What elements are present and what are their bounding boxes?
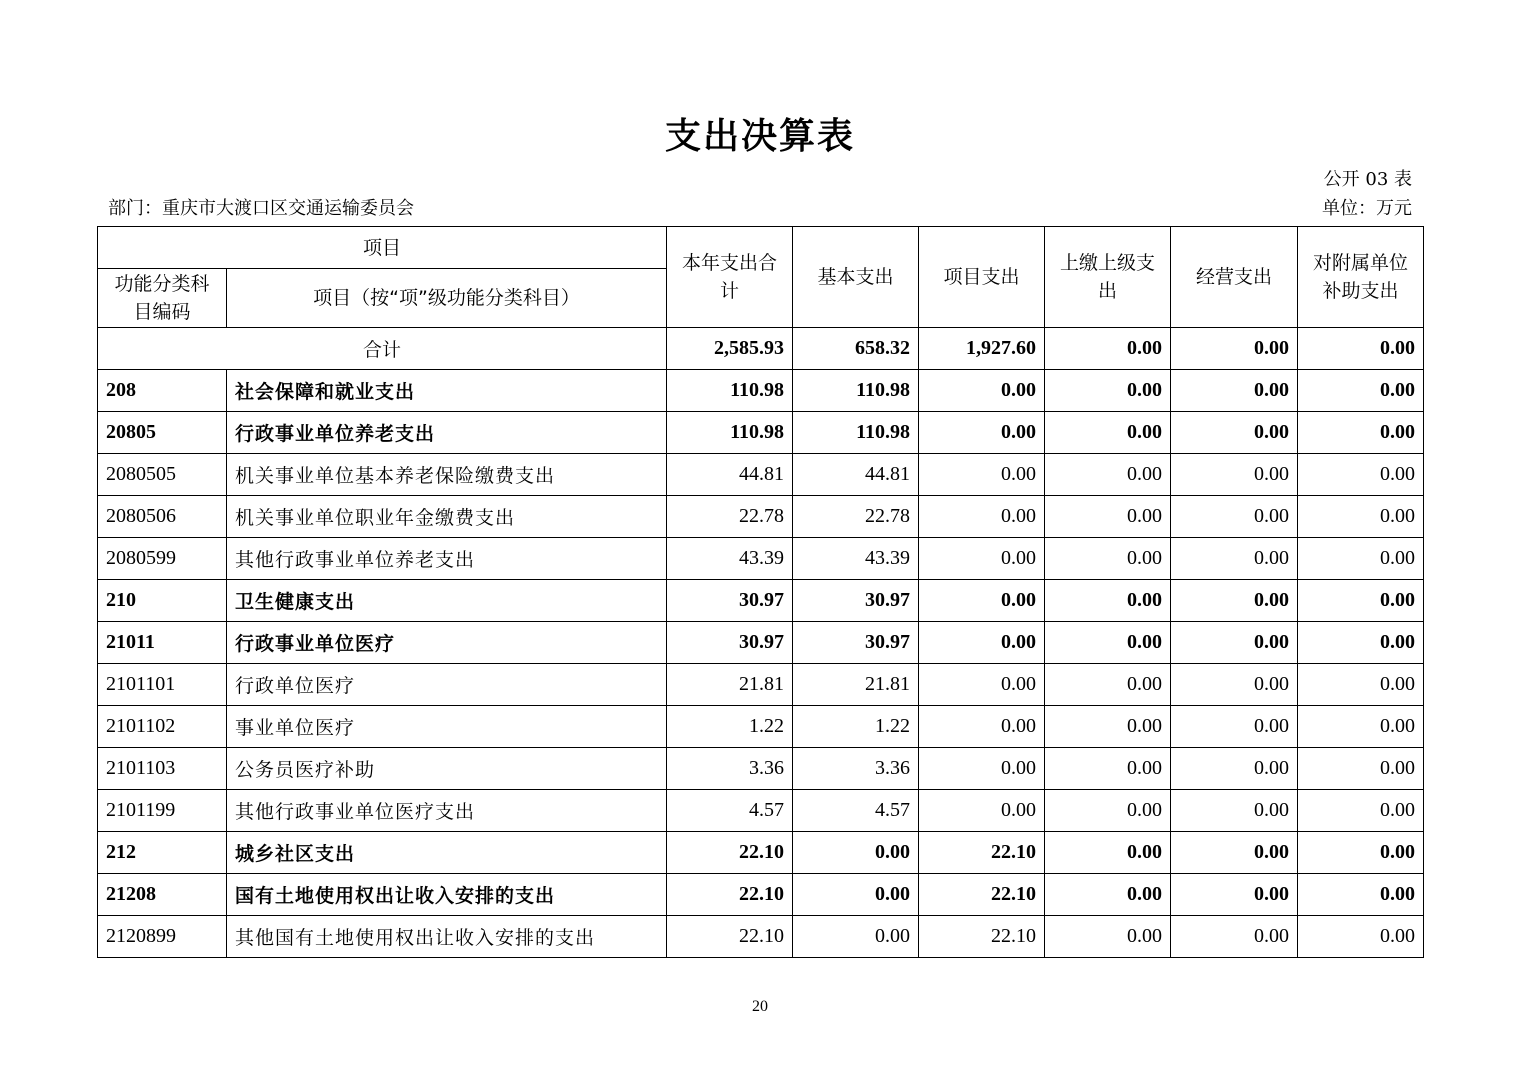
table-row	[98, 370, 1424, 412]
code-cell: 2101103	[98, 748, 227, 790]
basic-cell: 3.36	[793, 748, 919, 790]
table-row	[98, 538, 1424, 580]
table-row	[98, 622, 1424, 664]
code-cell: 208	[98, 370, 227, 412]
total-label: 合计	[98, 328, 667, 370]
subsidy-cell: 0.00	[1298, 748, 1424, 790]
subsidy-cell: 0.00	[1298, 664, 1424, 706]
project-cell: 1,927.60	[919, 328, 1045, 370]
total-cell: 22.10	[667, 916, 793, 958]
total-cell: 110.98	[667, 412, 793, 454]
code-cell: 2101102	[98, 706, 227, 748]
upper-cell: 0.00	[1045, 580, 1171, 622]
business-cell: 0.00	[1171, 874, 1298, 916]
basic-cell: 110.98	[793, 412, 919, 454]
project-cell: 0.00	[919, 664, 1045, 706]
code-cell: 2120899	[98, 916, 227, 958]
total-row	[98, 328, 1424, 370]
basic-cell: 21.81	[793, 664, 919, 706]
code-cell: 2080506	[98, 496, 227, 538]
project-cell: 22.10	[919, 916, 1045, 958]
basic-cell: 30.97	[793, 580, 919, 622]
basic-cell: 0.00	[793, 832, 919, 874]
code-cell: 212	[98, 832, 227, 874]
name-cell: 事业单位医疗	[227, 706, 667, 748]
form-number: 公开 03 表	[1323, 169, 1412, 190]
subsidy-cell: 0.00	[1298, 832, 1424, 874]
project-cell: 0.00	[919, 412, 1045, 454]
project-cell: 0.00	[919, 622, 1045, 664]
header-code: 功能分类科目编码	[98, 269, 227, 328]
business-cell: 0.00	[1171, 580, 1298, 622]
upper-cell: 0.00	[1045, 790, 1171, 832]
header-upper: 上缴上级支出	[1045, 227, 1171, 328]
header-project: 项目	[98, 227, 667, 269]
business-cell: 0.00	[1171, 664, 1298, 706]
table-row	[98, 664, 1424, 706]
table-row	[98, 916, 1424, 958]
header-business: 经营支出	[1171, 227, 1298, 328]
code-cell: 2101199	[98, 790, 227, 832]
basic-cell: 44.81	[793, 454, 919, 496]
table-row	[98, 874, 1424, 916]
total-cell: 22.10	[667, 832, 793, 874]
code-cell: 21208	[98, 874, 227, 916]
header-item: 项目（按“项”级功能分类科目）	[227, 269, 667, 328]
upper-cell: 0.00	[1045, 748, 1171, 790]
upper-cell: 0.00	[1045, 412, 1171, 454]
business-cell: 0.00	[1171, 748, 1298, 790]
business-cell: 0.00	[1171, 496, 1298, 538]
total-cell: 110.98	[667, 370, 793, 412]
name-cell: 行政事业单位养老支出	[227, 412, 667, 454]
project-cell: 22.10	[919, 874, 1045, 916]
total-cell: 30.97	[667, 622, 793, 664]
name-cell: 国有土地使用权出让收入安排的支出	[227, 874, 667, 916]
code-cell: 21011	[98, 622, 227, 664]
total-cell: 22.10	[667, 874, 793, 916]
project-cell: 0.00	[919, 580, 1045, 622]
name-cell: 行政事业单位医疗	[227, 622, 667, 664]
page-title: 支出决算表	[664, 116, 855, 157]
basic-cell: 1.22	[793, 706, 919, 748]
name-cell: 其他行政事业单位养老支出	[227, 538, 667, 580]
project-cell: 0.00	[919, 748, 1045, 790]
basic-cell: 22.78	[793, 496, 919, 538]
name-cell: 其他行政事业单位医疗支出	[227, 790, 667, 832]
upper-cell: 0.00	[1045, 454, 1171, 496]
subsidy-cell: 0.00	[1298, 370, 1424, 412]
upper-cell: 0.00	[1045, 328, 1171, 370]
subsidy-cell: 0.00	[1298, 790, 1424, 832]
upper-cell: 0.00	[1045, 916, 1171, 958]
name-cell: 城乡社区支出	[227, 832, 667, 874]
business-cell: 0.00	[1171, 328, 1298, 370]
subsidy-cell: 0.00	[1298, 328, 1424, 370]
project-cell: 0.00	[919, 538, 1045, 580]
code-cell: 2101101	[98, 664, 227, 706]
code-cell: 2080599	[98, 538, 227, 580]
code-cell: 2080505	[98, 454, 227, 496]
upper-cell: 0.00	[1045, 370, 1171, 412]
basic-cell: 0.00	[793, 874, 919, 916]
subsidy-cell: 0.00	[1298, 412, 1424, 454]
total-cell: 2,585.93	[667, 328, 793, 370]
name-cell: 卫生健康支出	[227, 580, 667, 622]
subsidy-cell: 0.00	[1298, 706, 1424, 748]
business-cell: 0.00	[1171, 412, 1298, 454]
table-row	[98, 580, 1424, 622]
business-cell: 0.00	[1171, 538, 1298, 580]
upper-cell: 0.00	[1045, 622, 1171, 664]
subsidy-cell: 0.00	[1298, 454, 1424, 496]
business-cell: 0.00	[1171, 790, 1298, 832]
total-cell: 44.81	[667, 454, 793, 496]
total-cell: 1.22	[667, 706, 793, 748]
subsidy-cell: 0.00	[1298, 874, 1424, 916]
table-row	[98, 412, 1424, 454]
basic-cell: 110.98	[793, 370, 919, 412]
project-cell: 22.10	[919, 832, 1045, 874]
basic-cell: 30.97	[793, 622, 919, 664]
subsidy-cell: 0.00	[1298, 496, 1424, 538]
upper-cell: 0.00	[1045, 538, 1171, 580]
department-label: 部门：重庆市大渡口区交通运输委员会	[108, 198, 414, 219]
name-cell: 社会保障和就业支出	[227, 370, 667, 412]
name-cell: 机关事业单位职业年金缴费支出	[227, 496, 667, 538]
subsidy-cell: 0.00	[1298, 538, 1424, 580]
project-cell: 0.00	[919, 496, 1045, 538]
upper-cell: 0.00	[1045, 706, 1171, 748]
table-row	[98, 748, 1424, 790]
name-cell: 行政单位医疗	[227, 664, 667, 706]
header-total: 本年支出合计	[667, 227, 793, 328]
header-project-expense: 项目支出	[919, 227, 1045, 328]
table-row	[98, 496, 1424, 538]
expenditure-table	[97, 226, 1424, 958]
total-cell: 3.36	[667, 748, 793, 790]
basic-cell: 0.00	[793, 916, 919, 958]
business-cell: 0.00	[1171, 706, 1298, 748]
basic-cell: 43.39	[793, 538, 919, 580]
total-cell: 22.78	[667, 496, 793, 538]
total-cell: 21.81	[667, 664, 793, 706]
project-cell: 0.00	[919, 370, 1045, 412]
upper-cell: 0.00	[1045, 496, 1171, 538]
table-row	[98, 790, 1424, 832]
project-cell: 0.00	[919, 454, 1045, 496]
total-cell: 4.57	[667, 790, 793, 832]
basic-cell: 658.32	[793, 328, 919, 370]
total-cell: 30.97	[667, 580, 793, 622]
basic-cell: 4.57	[793, 790, 919, 832]
code-cell: 210	[98, 580, 227, 622]
business-cell: 0.00	[1171, 622, 1298, 664]
unit-label: 单位：万元	[1322, 198, 1412, 219]
subsidy-cell: 0.00	[1298, 622, 1424, 664]
business-cell: 0.00	[1171, 370, 1298, 412]
upper-cell: 0.00	[1045, 874, 1171, 916]
business-cell: 0.00	[1171, 454, 1298, 496]
page-number: 20	[752, 998, 768, 1015]
project-cell: 0.00	[919, 706, 1045, 748]
table-row	[98, 706, 1424, 748]
total-cell: 43.39	[667, 538, 793, 580]
code-cell: 20805	[98, 412, 227, 454]
header-basic: 基本支出	[793, 227, 919, 328]
table-row	[98, 832, 1424, 874]
name-cell: 其他国有土地使用权出让收入安排的支出	[227, 916, 667, 958]
subsidy-cell: 0.00	[1298, 916, 1424, 958]
business-cell: 0.00	[1171, 916, 1298, 958]
name-cell: 公务员医疗补助	[227, 748, 667, 790]
header-subsidy: 对附属单位补助支出	[1298, 227, 1424, 328]
upper-cell: 0.00	[1045, 664, 1171, 706]
table-row	[98, 454, 1424, 496]
subsidy-cell: 0.00	[1298, 580, 1424, 622]
name-cell: 机关事业单位基本养老保险缴费支出	[227, 454, 667, 496]
project-cell: 0.00	[919, 790, 1045, 832]
business-cell: 0.00	[1171, 832, 1298, 874]
upper-cell: 0.00	[1045, 832, 1171, 874]
